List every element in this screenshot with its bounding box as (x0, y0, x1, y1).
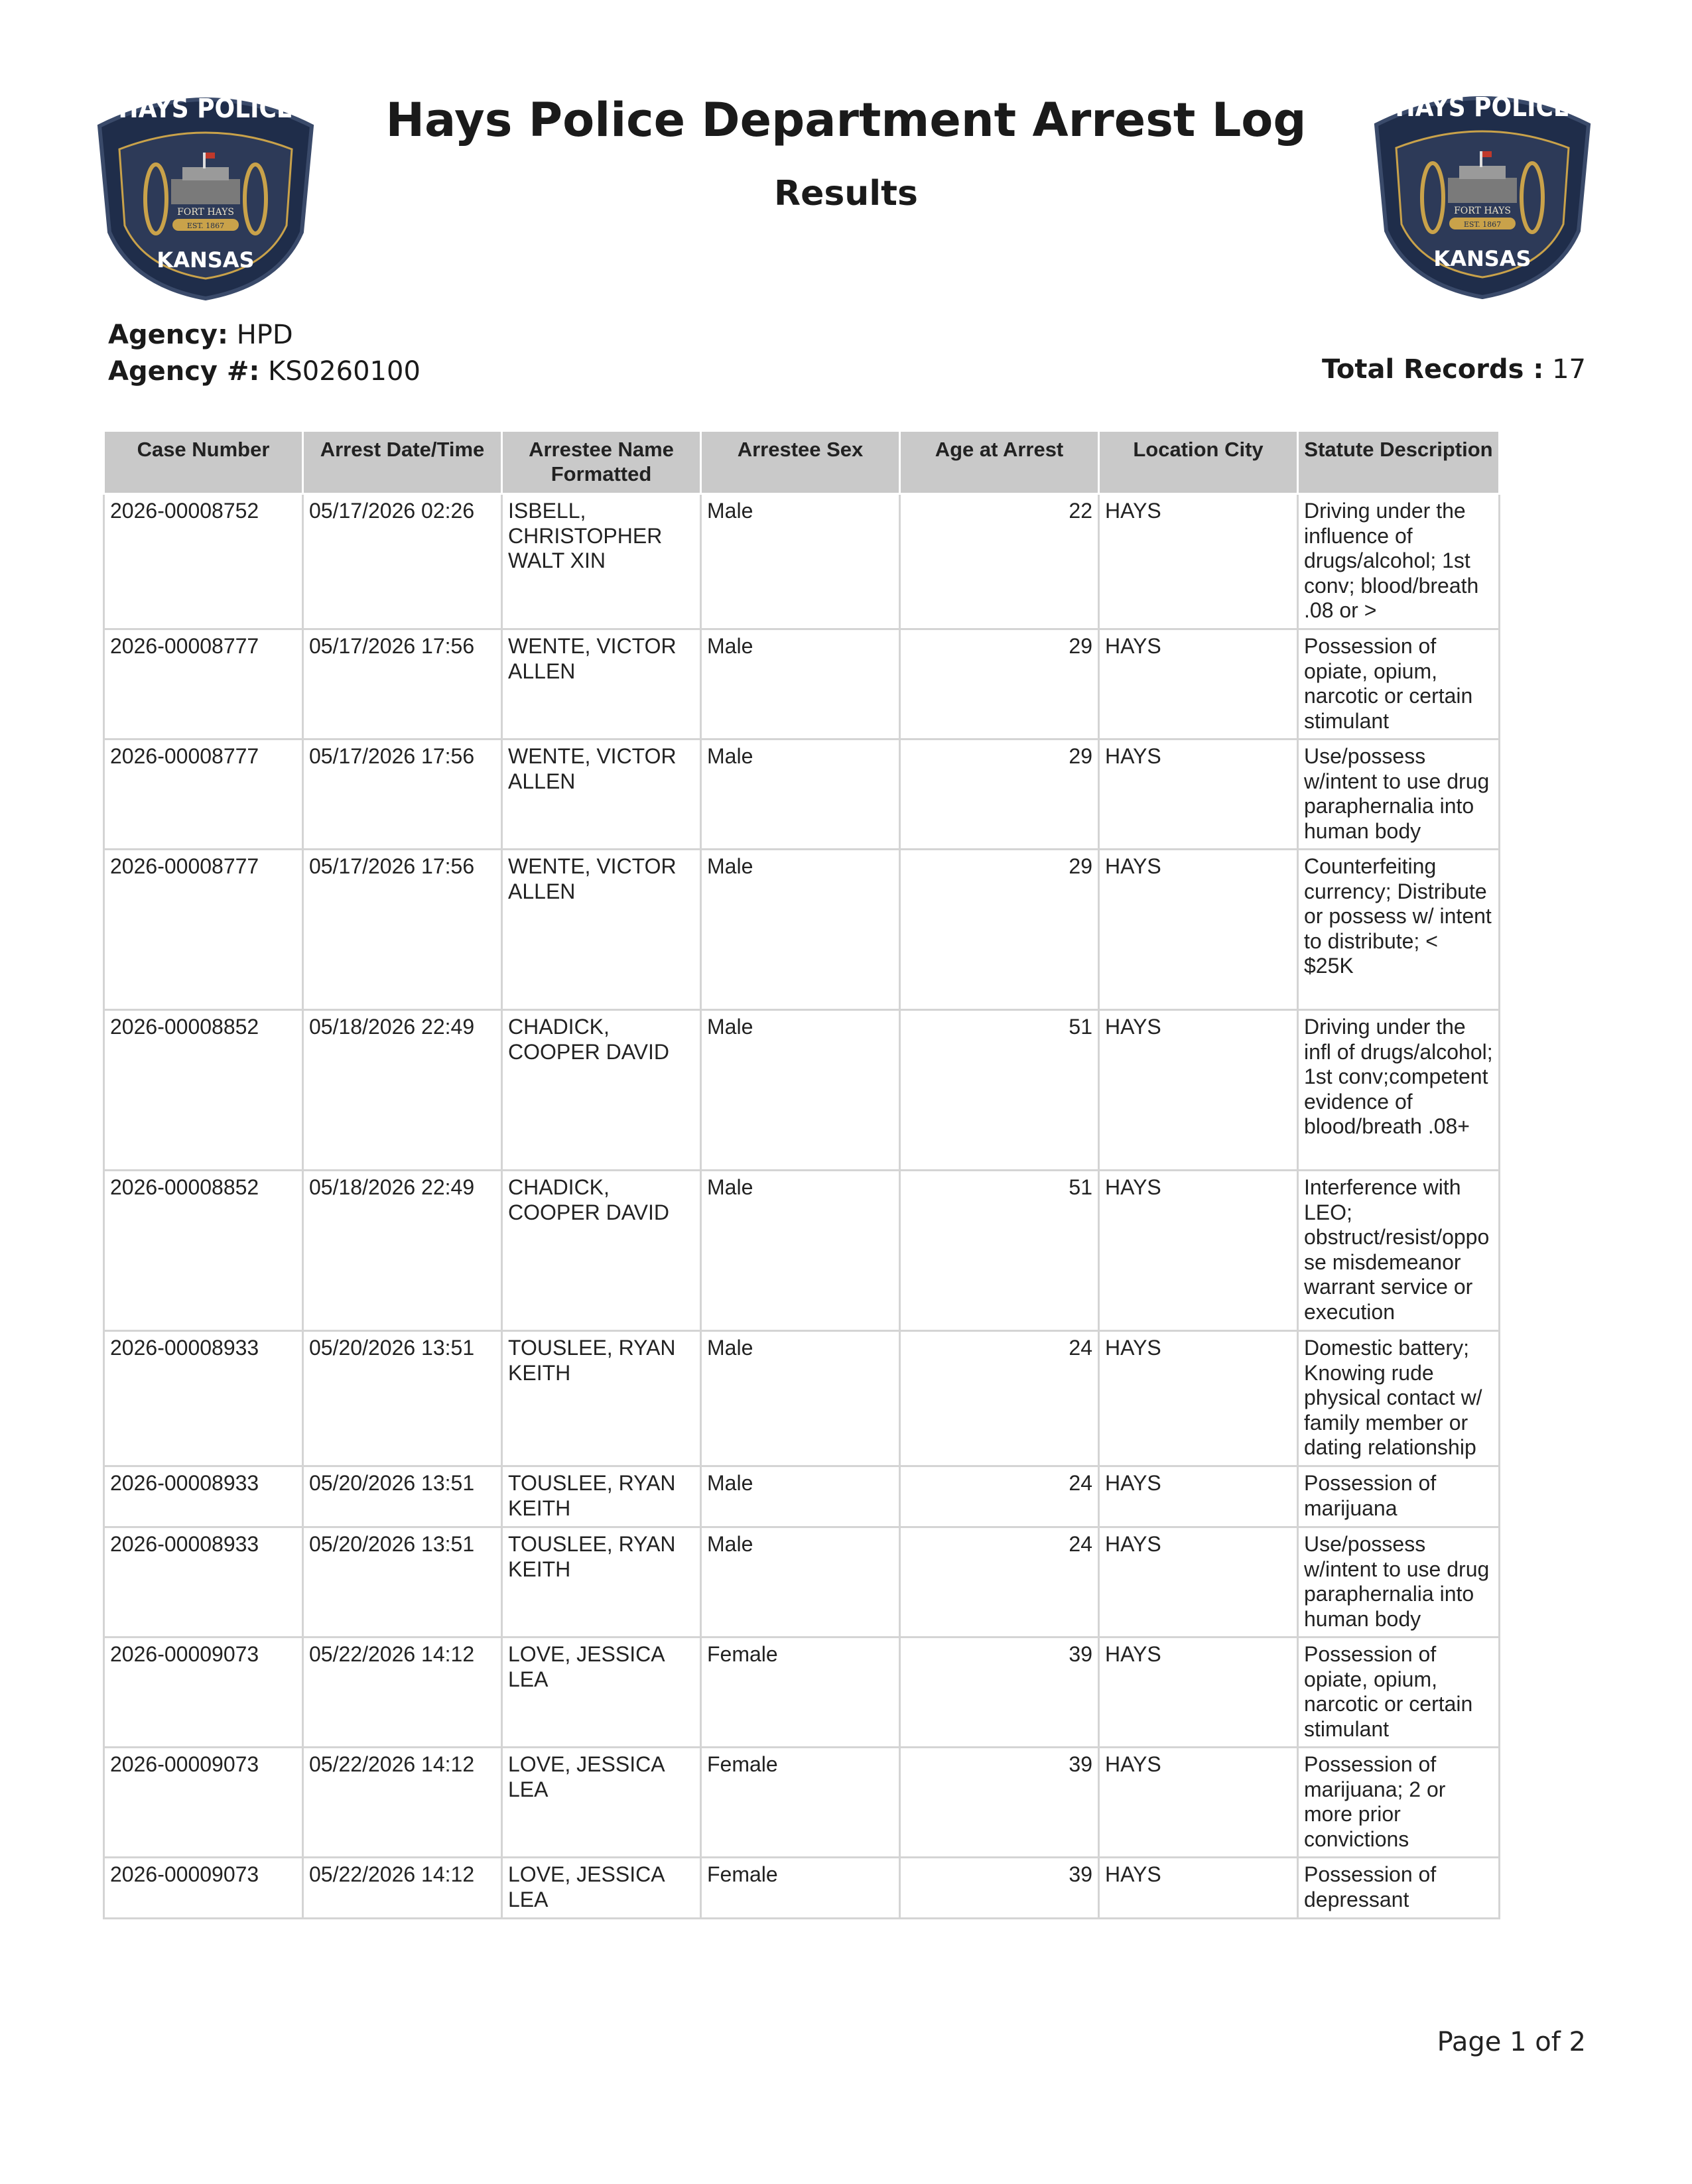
table-row (104, 494, 1500, 629)
arrestee-sex-cell: Male (701, 850, 900, 1010)
case-number-cell: 2026-00008777 (104, 739, 303, 850)
svg-text:EST. 1867: EST. 1867 (186, 222, 225, 230)
case-number-cell: 2026-00008852 (104, 1010, 303, 1171)
age-cell: 24 (900, 1466, 1099, 1527)
statute-cell: Possession of marijuana; 2 or more prior convictions (1298, 1748, 1500, 1858)
table-row (104, 629, 1500, 739)
age-cell: 24 (900, 1331, 1099, 1466)
age-cell: 29 (900, 850, 1099, 1010)
svg-text:HAYS POLICE: HAYS POLICE (1395, 92, 1570, 123)
location-city-cell: HAYS (1099, 1527, 1298, 1638)
table-row (104, 1527, 1500, 1638)
table-header-row (104, 431, 1500, 494)
agency-info (108, 320, 293, 350)
column-header-age: Age at Arrest (900, 431, 1099, 494)
arrestee-name-cell: LOVE, JESSICA LEA (502, 1638, 701, 1748)
statute-cell: Driving under the influence of drugs/alcohol; 1st conv; blood/breath .08 or > (1298, 494, 1500, 629)
age-cell: 29 (900, 739, 1099, 850)
location-city-cell: HAYS (1099, 1638, 1298, 1748)
arrestee-name-cell: TOUSLEE, RYAN KEITH (502, 1331, 701, 1466)
age-cell: 39 (900, 1638, 1099, 1748)
case-number-cell: 2026-00009073 (104, 1858, 303, 1919)
arrestee-name-cell: TOUSLEE, RYAN KEITH (502, 1527, 701, 1638)
total-records-value: 17 (1552, 354, 1586, 385)
statute-cell: Possession of opiate, opium, narcotic or certain stimulant (1298, 629, 1500, 739)
statute-cell: Counterfeiting currency; Distribute or possess w/ intent to distribute; < $25K (1298, 850, 1500, 1010)
agency-number-info (108, 356, 421, 387)
table-row (104, 1010, 1500, 1171)
arrestee-name-cell: WENTE, VICTOR ALLEN (502, 629, 701, 739)
arrestee-sex-cell: Male (701, 1010, 900, 1171)
location-city-cell: HAYS (1099, 739, 1298, 850)
arrest-datetime-cell: 05/17/2026 17:56 (303, 629, 502, 739)
statute-cell: Domestic battery; Knowing rude physical contact w/ family member or dating relationship (1298, 1331, 1500, 1466)
location-city-cell: HAYS (1099, 629, 1298, 739)
arrestee-sex-cell: Female (701, 1638, 900, 1748)
age-cell: 39 (900, 1858, 1099, 1919)
page-subtitle: Results (774, 174, 918, 214)
svg-text:KANSAS: KANSAS (157, 247, 255, 273)
statute-cell: Driving under the infl of drugs/alcohol; 1st conv;competent evidence of blood/breath .08+ (1298, 1010, 1500, 1171)
column-header-statute: Statute Description (1298, 431, 1500, 494)
case-number-cell: 2026-00008933 (104, 1331, 303, 1466)
svg-text:KANSAS: KANSAS (1433, 246, 1531, 271)
arrest-datetime-cell: 05/17/2026 17:56 (303, 739, 502, 850)
location-city-cell: HAYS (1099, 850, 1298, 1010)
arrest-datetime-cell: 05/20/2026 13:51 (303, 1527, 502, 1638)
statute-cell: Possession of marijuana (1298, 1466, 1500, 1527)
arrestee-sex-cell: Female (701, 1748, 900, 1858)
agency-label: Agency: (108, 320, 228, 350)
arrest-datetime-cell: 05/17/2026 02:26 (303, 494, 502, 629)
table-row (104, 1858, 1500, 1919)
age-cell: 29 (900, 629, 1099, 739)
table-row (104, 850, 1500, 1010)
svg-text:HAYS POLICE: HAYS POLICE (118, 94, 293, 124)
table-row (104, 1748, 1500, 1858)
arrestee-sex-cell: Male (701, 1466, 900, 1527)
arrest-datetime-cell: 05/17/2026 17:56 (303, 850, 502, 1010)
case-number-cell: 2026-00008752 (104, 494, 303, 629)
arrest-datetime-cell: 05/22/2026 14:12 (303, 1638, 502, 1748)
arrest-datetime-cell: 05/20/2026 13:51 (303, 1466, 502, 1527)
svg-text:EST. 1867: EST. 1867 (1463, 220, 1502, 229)
agency-value: HPD (236, 320, 293, 350)
table-row (104, 739, 1500, 850)
page-number: Page 1 of 2 (1437, 2027, 1586, 2057)
svg-text:FORT HAYS: FORT HAYS (177, 207, 234, 218)
table-row (104, 1466, 1500, 1527)
location-city-cell: HAYS (1099, 1858, 1298, 1919)
location-city-cell: HAYS (1099, 1466, 1298, 1527)
arrestee-name-cell: LOVE, JESSICA LEA (502, 1858, 701, 1919)
case-number-cell: 2026-00008933 (104, 1466, 303, 1527)
location-city-cell: HAYS (1099, 1331, 1298, 1466)
age-cell: 51 (900, 1171, 1099, 1331)
table-row (104, 1171, 1500, 1331)
arrestee-sex-cell: Male (701, 494, 900, 629)
statute-cell: Use/possess w/intent to use drug paraphernalia into human body (1298, 739, 1500, 850)
arrestee-name-cell: TOUSLEE, RYAN KEITH (502, 1466, 701, 1527)
case-number-cell: 2026-00008777 (104, 850, 303, 1010)
arrest-datetime-cell: 05/22/2026 14:12 (303, 1748, 502, 1858)
arrestee-sex-cell: Male (701, 1527, 900, 1638)
column-header-location-city: Location City (1099, 431, 1298, 494)
column-header-arrest-datetime: Arrest Date/Time (303, 431, 502, 494)
arrest-datetime-cell: 05/20/2026 13:51 (303, 1331, 502, 1466)
page-title: Hays Police Department Arrest Log (385, 93, 1307, 147)
arrestee-sex-cell: Male (701, 1171, 900, 1331)
total-records (1322, 354, 1586, 385)
agency-number-label: Agency #: (108, 356, 260, 387)
arrest-datetime-cell: 05/22/2026 14:12 (303, 1858, 502, 1919)
location-city-cell: HAYS (1099, 494, 1298, 629)
arrestee-sex-cell: Male (701, 739, 900, 850)
agency-number-value: KS0260100 (268, 356, 421, 387)
arrestee-name-cell: WENTE, VICTOR ALLEN (502, 850, 701, 1010)
arrestee-name-cell: CHADICK, COOPER DAVID (502, 1010, 701, 1171)
statute-cell: Possession of depressant (1298, 1858, 1500, 1919)
location-city-cell: HAYS (1099, 1171, 1298, 1331)
age-cell: 22 (900, 494, 1099, 629)
arrest-datetime-cell: 05/18/2026 22:49 (303, 1171, 502, 1331)
case-number-cell: 2026-00008777 (104, 629, 303, 739)
column-header-case-number: Case Number (104, 431, 303, 494)
case-number-cell: 2026-00009073 (104, 1748, 303, 1858)
arrestee-sex-cell: Male (701, 629, 900, 739)
statute-cell: Possession of opiate, opium, narcotic or certain stimulant (1298, 1638, 1500, 1748)
arrestee-sex-cell: Female (701, 1858, 900, 1919)
table-row (104, 1331, 1500, 1466)
arrestee-name-cell: LOVE, JESSICA LEA (502, 1748, 701, 1858)
statute-cell: Interference with LEO; obstruct/resist/oppose misdemeanor warrant service or execution (1298, 1171, 1500, 1331)
arrestee-sex-cell: Male (701, 1331, 900, 1466)
arrestee-name-cell: CHADICK, COOPER DAVID (502, 1171, 701, 1331)
age-cell: 51 (900, 1010, 1099, 1171)
arrestee-name-cell: ISBELL, CHRISTOPHER WALT XIN (502, 494, 701, 629)
column-header-arrestee-name: Arrestee Name Formatted (502, 431, 701, 494)
age-cell: 24 (900, 1527, 1099, 1638)
case-number-cell: 2026-00008852 (104, 1171, 303, 1331)
arrest-log-table (103, 430, 1500, 1919)
svg-text:FORT HAYS: FORT HAYS (1454, 206, 1511, 216)
arrestee-name-cell: WENTE, VICTOR ALLEN (502, 739, 701, 850)
column-header-arrestee-sex: Arrestee Sex (701, 431, 900, 494)
total-records-label: Total Records : (1321, 354, 1544, 385)
location-city-cell: HAYS (1099, 1748, 1298, 1858)
location-city-cell: HAYS (1099, 1010, 1298, 1171)
table-row (104, 1638, 1500, 1748)
statute-cell: Use/possess w/intent to use drug paraphernalia into human body (1298, 1527, 1500, 1638)
case-number-cell: 2026-00008933 (104, 1527, 303, 1638)
age-cell: 39 (900, 1748, 1099, 1858)
arrest-datetime-cell: 05/18/2026 22:49 (303, 1010, 502, 1171)
case-number-cell: 2026-00009073 (104, 1638, 303, 1748)
